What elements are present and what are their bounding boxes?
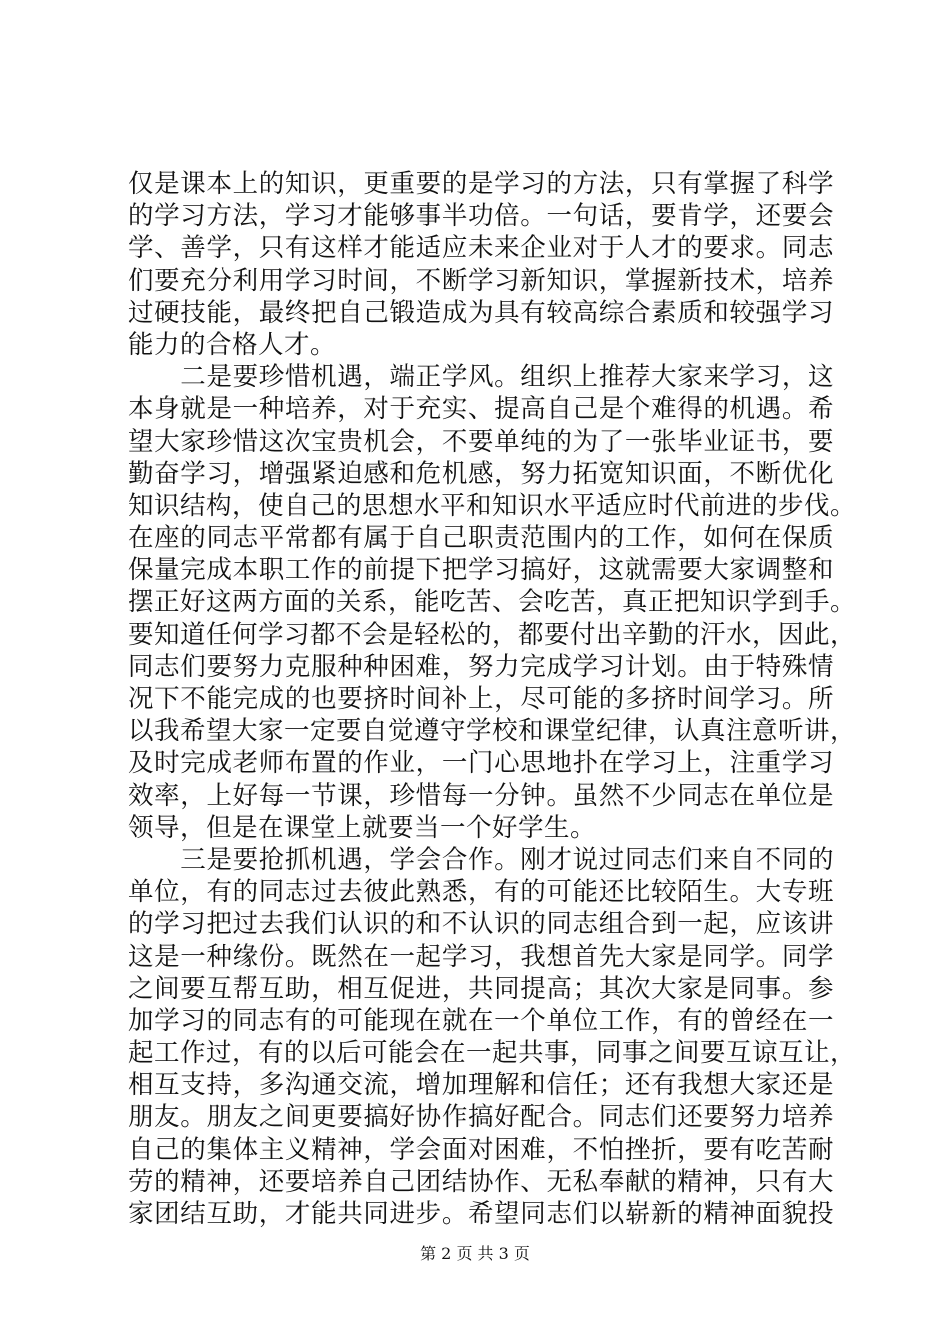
text-line: 过硬技能，最终把自己锻造成为具有较高综合素质和较强学习	[128, 297, 834, 328]
text-line: 望大家珍惜这次宝贵机会，不要单纯的为了一张毕业证书，要	[128, 426, 834, 457]
text-line: 本身就是一种培养，对于充实、提高自己是个难得的机遇。希	[128, 394, 834, 425]
text-line: 加学习的同志有的可能现在就在一个单位工作，有的曾经在一	[128, 1005, 834, 1036]
text-line: 保量完成本职工作的前提下把学习搞好，这就需要大家调整和	[128, 555, 834, 586]
text-line: 知识结构，使自己的思想水平和知识水平适应时代前进的步伐。	[128, 490, 857, 521]
text-line: 家团结互助，才能共同进步。希望同志们以崭新的精神面貌投	[128, 1199, 834, 1229]
text-line: 这是一种缘份。既然在一起学习，我想首先大家是同学。同学	[128, 941, 834, 972]
text-line: 朋友。朋友之间更要搞好协作搞好配合。同志们还要努力培养	[128, 1102, 834, 1133]
text-line: 效率，上好每一节课，珍惜每一分钟。虽然不少同志在单位是	[128, 780, 834, 811]
text-line: 仅是课本上的知识，更重要的是学习的方法，只有掌握了科学	[128, 169, 834, 199]
text-line: 在座的同志平常都有属于自己职责范围内的工作，如何在保质	[128, 523, 834, 554]
text-line: 领导，但是在课堂上就要当一个好学生。	[128, 812, 597, 843]
text-line: 们要充分利用学习时间，不断学习新知识，掌握新技术，培养	[128, 265, 834, 296]
text-line: 劳的精神，还要培养自己团结协作、无私奉献的精神，只有大	[128, 1166, 834, 1197]
text-line: 勤奋学习，增强紧迫感和危机感，努力拓宽知识面，不断优化	[128, 458, 834, 489]
text-line: 起工作过，有的以后可能会在一起共事，同事之间要互谅互让，	[128, 1038, 857, 1069]
text-line: 学、善学，只有这样才能适应未来企业对于人才的要求。同志	[128, 233, 834, 264]
text-line: 的学习方法，学习才能够事半功倍。一句话，要肯学，还要会	[128, 201, 834, 232]
text-line: 的学习把过去我们认识的和不认识的同志组合到一起，应该讲	[128, 909, 834, 940]
text-line: 及时完成老师布置的作业，一门心思地扑在学习上，注重学习	[128, 748, 834, 779]
text-line: 要知道任何学习都不会是轻松的，都要付出辛勤的汗水，因此，	[128, 619, 857, 650]
text-line: 摆正好这两方面的关系，能吃苦、会吃苦，真正把知识学到手。	[128, 587, 857, 618]
body-text	[128, 168, 857, 1230]
text-line: 以我希望大家一定要自觉遵守学校和课堂纪律，认真注意听讲，	[128, 716, 857, 747]
text-line: 单位，有的同志过去彼此熟悉，有的可能还比较陌生。大专班	[128, 877, 834, 908]
text-line: 二是要珍惜机遇，端正学风。组织上推荐大家来学习，这	[128, 362, 834, 393]
page-footer: 第 2 页 共 3 页	[420, 1244, 530, 1263]
text-line: 自己的集体主义精神，学会面对困难，不怕挫折，要有吃苦耐	[128, 1134, 834, 1165]
text-line: 能力的合格人才。	[128, 329, 337, 360]
text-line: 相互支持，多沟通交流，增加理解和信任；还有我想大家还是	[128, 1070, 834, 1101]
text-line: 同志们要努力克服种种困难，努力完成学习计划。由于特殊情	[128, 651, 834, 682]
text-line: 三是要抢抓机遇，学会合作。刚才说过同志们来自不同的	[128, 844, 834, 875]
text-line: 之间要互帮互助，相互促进，共同提高；其次大家是同事。参	[128, 973, 834, 1004]
text-line: 况下不能完成的也要挤时间补上，尽可能的多挤时间学习。所	[128, 684, 834, 714]
